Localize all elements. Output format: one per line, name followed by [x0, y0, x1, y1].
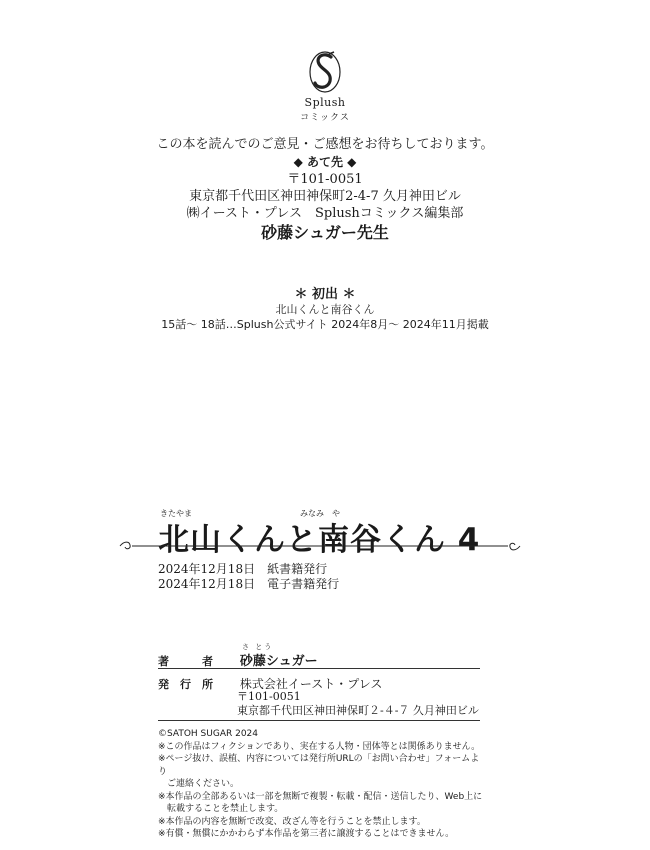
reader-message: この本を読んでのご意見・ご感想をお待ちしております。	[156, 137, 494, 152]
title-divider-ornament	[118, 540, 522, 552]
author-row	[158, 650, 318, 669]
author-ruby: さ とう	[242, 643, 274, 651]
first-appearance-episodes: 15話～ 18話…Splush公式サイト 2024年8月～ 2024年11月掲載	[161, 318, 489, 331]
splush-s-logo-icon	[305, 48, 345, 96]
legal-note: ※ページ抜け、誤植、内容については発行所URLの「お問い合わせ」フォームより	[158, 754, 480, 777]
publication-dates	[158, 562, 339, 592]
destination-address: 東京都千代田区神田神保町2-4-7 久月神田ビル	[189, 189, 461, 204]
author-name: 砂藤シュガー	[239, 654, 318, 669]
ebook-date: 2024年12月18日 電子書籍発行	[158, 577, 340, 591]
title-ruby-minamiya: みなみ や	[300, 509, 340, 518]
title-ruby-kitayama: きたやま	[160, 509, 192, 518]
legal-note: 転載することを禁止します。	[167, 804, 284, 814]
destination-zip: 〒101-0051	[287, 172, 363, 187]
splush-logo	[0, 48, 650, 123]
legal-note: ※本作品の全部あるいは一部を無断で複製・転載・配信・送信したり、Web上に	[158, 791, 483, 802]
legal-note: ※有償・無償にかかわらず本作品を第三者に譲渡することはできません。	[158, 829, 455, 839]
publisher-label: 発 行 所	[158, 678, 213, 691]
print-date: 2024年12月18日 紙書籍発行	[158, 562, 328, 576]
logo-sub: コミックス	[300, 113, 350, 123]
destination-department: ㈱イースト・プレス Splushコミックス編集部	[186, 206, 464, 221]
legal-note: ※本作品の内容を無断で改変、改ざん等を行うことを禁止します。	[158, 816, 426, 827]
first-appearance-title: ＊ 初出 ＊	[294, 287, 356, 302]
first-appearance-series: 北山くんと南谷くん	[275, 303, 375, 316]
legal-note: ご連絡ください。	[167, 779, 240, 789]
legal-notes	[158, 728, 488, 841]
logo-name: Splush	[304, 96, 346, 109]
credits-divider	[158, 668, 480, 669]
destination-recipient: 砂藤シュガー先生	[261, 223, 389, 242]
legal-divider	[158, 720, 480, 721]
destination-title: ◆ あて先 ◆	[293, 155, 357, 169]
publisher-zip: 〒101-0051	[237, 690, 301, 703]
book-title: 北山くんと南谷くん 4	[158, 522, 481, 558]
legal-note: ※この作品はフィクションであり、実在する人物・団体等とは関係ありません。	[158, 741, 481, 752]
publisher-address: 東京都千代田区神田神保町２-４-７ 久月神田ビル	[237, 704, 479, 717]
publisher-name: 株式会社イースト・プレス	[239, 677, 383, 691]
author-label: 著 者	[158, 655, 213, 668]
copyright-line: ©SATOH SUGAR 2024	[158, 729, 258, 739]
